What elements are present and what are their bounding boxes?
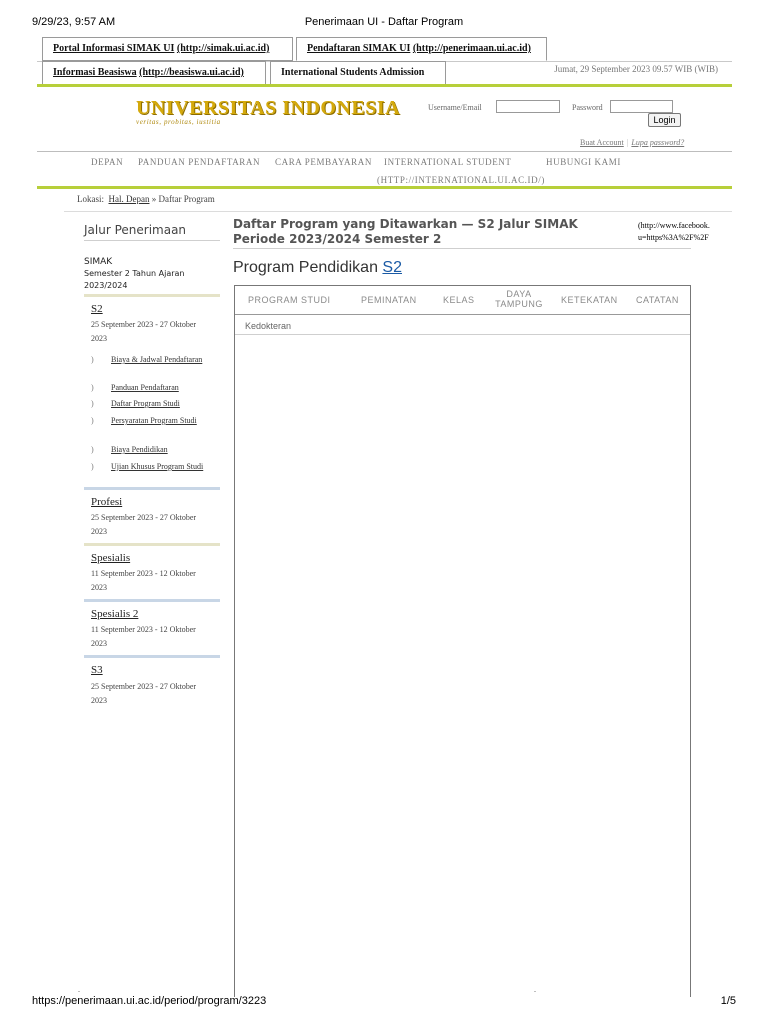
chevron-right-icon: ) <box>91 399 94 408</box>
program-table <box>234 285 691 997</box>
share-links[interactable] <box>638 220 734 250</box>
sidebar-link-biaya-pendidikan[interactable] <box>91 444 213 455</box>
sidebar-link-label[interactable]: Biaya Pendidikan <box>111 445 168 454</box>
program-s2-link[interactable]: S2 <box>382 259 402 276</box>
account-separator: | <box>626 138 629 147</box>
breadcrumb-home[interactable]: Hal. Depan <box>108 194 150 204</box>
tab-portal-simak-label[interactable]: Portal Informasi SIMAK UI <box>53 43 175 54</box>
th-peminatan[interactable]: PEMINATAN <box>361 295 417 305</box>
create-account-link[interactable]: Buat Account <box>580 138 624 147</box>
sidebar-link-label[interactable]: Persyaratan Program Studi <box>111 416 197 425</box>
tab-beasiswa-url[interactable]: (http://beasiswa.ui.ac.id) <box>139 67 244 78</box>
title-underline <box>233 248 691 249</box>
print-page-number: 1/5 <box>720 995 736 1007</box>
sidebar-link-panduan[interactable] <box>91 382 213 393</box>
program-label: Program Pendidikan <box>233 259 378 276</box>
chevron-right-icon: ) <box>91 462 94 471</box>
sidebar-link-label[interactable]: Biaya & Jadwal Pendaftaran <box>111 355 203 364</box>
page-title: Daftar Program yang Ditawarkan — S2 Jalur SIMAK Periode 2023/2024 Semester 2 <box>233 217 578 246</box>
breadcrumb <box>77 194 215 204</box>
nav-international-url[interactable]: (HTTP://INTERNATIONAL.UI.AC.ID/) <box>377 175 545 185</box>
breadcrumb-sep: » <box>151 194 157 204</box>
clock: Jumat, 29 September 2023 09.57 WIB (WIB) <box>554 64 718 74</box>
tab-beasiswa-label[interactable]: Informasi Beasiswa <box>53 67 137 78</box>
sidebar-separator <box>84 294 220 297</box>
page-edge-mark: . <box>534 985 536 994</box>
table-header <box>235 286 690 315</box>
tab-portal-simak-url[interactable]: (http://simak.ui.ac.id) <box>176 43 270 54</box>
tab-pendaftaran-label[interactable]: Pendaftaran SIMAK UI <box>307 43 411 54</box>
sidebar-s2-date: 25 September 2023 - 27 Oktober 2023 <box>91 320 197 343</box>
sidebar-spesialis-link[interactable]: Spesialis <box>91 552 131 564</box>
print-datetime: 9/29/23, 9:57 AM <box>32 16 116 28</box>
share-url-param[interactable]: u=https%3A%2F%2F <box>638 233 709 242</box>
th-daya-tampung[interactable] <box>494 289 544 309</box>
nav-panduan-pendaftaran[interactable]: PANDUAN PENDAFTARAN <box>138 157 261 167</box>
sidebar-simak-block <box>84 256 220 292</box>
sidebar-separator <box>84 487 220 490</box>
breadcrumb-line <box>64 211 732 212</box>
print-header <box>32 16 736 30</box>
account-links <box>580 138 684 147</box>
chevron-right-icon: ) <box>91 445 94 454</box>
tab-pendaftaran-simak[interactable] <box>296 37 547 61</box>
password-label: Password <box>572 103 603 112</box>
sidebar-link-persyaratan[interactable] <box>91 415 213 426</box>
nav-hubungi-kami[interactable]: HUBUNGI KAMI <box>546 157 621 167</box>
nav-cara-pembayaran[interactable]: CARA PEMBAYARAN <box>275 157 372 167</box>
nav-green-line <box>37 186 732 189</box>
breadcrumb-label: Lokasi: <box>77 194 104 204</box>
sidebar-link-daftar-program[interactable] <box>91 398 213 409</box>
login-button[interactable]: Login <box>648 113 681 127</box>
th-kelas[interactable]: KELAS <box>443 295 475 305</box>
sidebar-separator <box>84 599 220 602</box>
logo-name: UNIVERSITAS INDONESIA <box>136 97 401 119</box>
tab-informasi-beasiswa[interactable] <box>42 61 266 85</box>
password-input[interactable] <box>610 100 673 113</box>
th-catatan[interactable]: CATATAN <box>636 295 679 305</box>
sidebar-spesialis2-date: 11 September 2023 - 12 Oktober 2023 <box>91 625 196 648</box>
print-url: https://penerimaan.ui.ac.id/period/program/3223 <box>32 995 267 1007</box>
sidebar-title: Jalur Penerimaan <box>84 223 220 241</box>
sidebar-spesialis2-link[interactable]: Spesialis 2 <box>91 608 139 620</box>
th-program-studi[interactable]: PROGRAM STUDI <box>248 295 331 305</box>
sidebar-link-ujian-khusus[interactable] <box>91 461 213 472</box>
page-edge-mark: . <box>78 985 80 994</box>
sidebar-semester: Semester 2 Tahun Ajaran 2023/2024 <box>84 269 185 290</box>
sidebar-simak: SIMAK <box>84 257 113 267</box>
tab-international-label[interactable]: International Students Admission <box>281 67 425 78</box>
sidebar-link-label[interactable]: Panduan Pendaftaran <box>111 383 179 392</box>
sidebar-link-label[interactable]: Daftar Program Studi <box>111 399 180 408</box>
tab-portal-simak[interactable] <box>42 37 293 61</box>
print-footer <box>32 995 736 1009</box>
chevron-right-icon: ) <box>91 383 94 392</box>
sidebar-spesialis-date: 11 September 2023 - 12 Oktober 2023 <box>91 569 196 592</box>
nav-top-line <box>37 151 732 152</box>
forgot-password-link[interactable]: Lupa password? <box>631 138 685 147</box>
program-heading <box>233 259 402 277</box>
th-daya-line2: TAMPUNG <box>495 299 543 309</box>
tab-pendaftaran-url[interactable]: (http://penerimaan.ui.ac.id) <box>412 43 531 54</box>
th-daya-line1: DAYA <box>506 289 532 299</box>
tab-international-admission[interactable] <box>270 61 446 85</box>
sidebar-link-label[interactable]: Ujian Khusus Program Studi <box>111 462 204 471</box>
sidebar-s2-link[interactable]: S2 <box>91 303 103 315</box>
print-page-title: Penerimaan UI - Daftar Program <box>304 16 464 28</box>
chevron-right-icon: ) <box>91 355 94 364</box>
sidebar-profesi-link[interactable]: Profesi <box>91 496 123 508</box>
th-keketatan[interactable]: KETEKATAN <box>561 295 618 305</box>
sidebar-profesi-date: 25 September 2023 - 27 Oktober 2023 <box>91 513 197 536</box>
header-green-line <box>37 84 732 87</box>
chevron-right-icon: ) <box>91 416 94 425</box>
table-row-faculty: Kedokteran <box>235 315 690 335</box>
sidebar-separator <box>84 655 220 658</box>
nav-depan[interactable]: DEPAN <box>91 157 124 167</box>
sidebar-s3-link[interactable]: S3 <box>91 664 103 676</box>
sidebar-s3-date: 25 September 2023 - 27 Oktober 2023 <box>91 682 197 705</box>
username-label: Username/Email <box>428 103 482 112</box>
sidebar-separator <box>84 543 220 546</box>
logo-tagline: veritas, probitas, iustitia <box>136 118 221 126</box>
breadcrumb-current: Daftar Program <box>158 194 215 204</box>
username-input[interactable] <box>496 100 560 113</box>
nav-international-student[interactable]: INTERNATIONAL STUDENT <box>384 157 512 167</box>
sidebar-link-biaya-jadwal[interactable] <box>91 354 213 365</box>
ui-logo[interactable] <box>136 97 400 126</box>
share-facebook-link[interactable]: (http://www.facebook. <box>638 221 710 230</box>
